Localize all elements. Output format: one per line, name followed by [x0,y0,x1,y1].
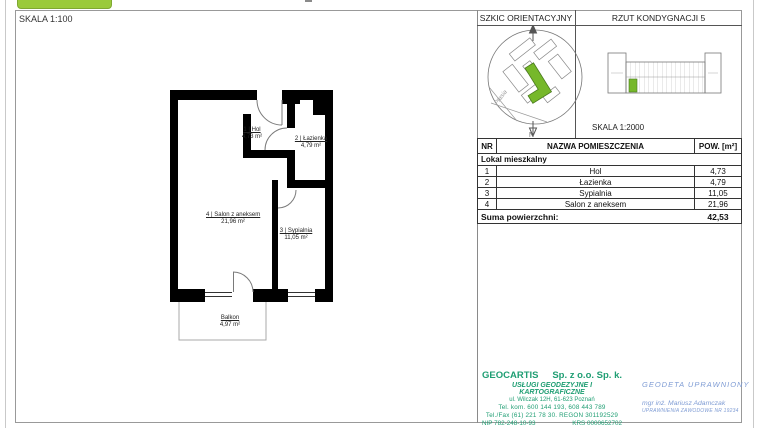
room-label-lazienka: 2 | Łazienka 4,79 m² [294,136,328,150]
entrance-door-arc [257,100,282,125]
highlighted-building [515,63,552,103]
room-label-balkon: Balkon 4,97 m² [219,315,241,329]
company-krs: KRS 0000652702 [572,420,622,427]
sketch-scale-label: SKALA 1:2000 [592,123,645,132]
table-sum-row [478,209,741,223]
company-address: ul. Wilczak 12H, 61-623 Poznań [509,397,595,403]
floor-overview [608,53,721,93]
north-letter: N [529,132,535,138]
company-name: GEOCARTIS [482,370,539,381]
surveyor-stamp [642,380,750,414]
table-row: 2 Łazienka 4,79 [478,176,741,187]
sum-label: Suma powierzchni: [481,211,559,222]
surveyor-title: GEODETA UPRAWNIONY [642,380,750,389]
company-name-line [482,370,622,381]
table-row: 3 Sypialnia 11,05 [478,187,741,198]
company-ids [482,420,622,427]
table-row: 1 Hol 4,73 [478,165,741,176]
sketch-header: SZKIC ORIENTACYJNY [479,13,573,23]
room-label-salon: 4 | Salon z aneksem 21,96 m² [206,212,261,226]
floor-header: RZUT KONDYGNACJI 5 [611,13,706,23]
room-table [477,138,742,224]
company-phone1: Tel. kom. 600 144 193, 608 443 789 [498,404,606,411]
company-nip: NIP 782-248-10-93 [482,420,536,427]
col-name: NAZWA POMIESZCZENIA [497,139,695,153]
cropped-text-artifact [305,0,312,2]
company-phone2: Tel./Fax (61) 221 78 30. REGON 301192529 [485,412,619,419]
green-button[interactable] [17,0,112,9]
bedroom-door-arc [278,190,296,208]
company-suffix: Sp. z o.o. Sp. k. [552,370,622,381]
highlighted-unit [629,79,637,92]
table-section-label: Lokal mieszkalny [478,153,741,165]
surveyor-name: mgr inż. Mariusz Adamczak [642,400,726,407]
table-header-row [478,139,741,153]
company-stamp [482,370,622,427]
col-nr: NR [478,139,497,153]
sum-value: 42,53 [707,211,729,222]
bathroom-door-arc [265,128,287,150]
room-label-hol: 1 | Hol 4,73 m² [241,127,263,141]
main-scale-label: SKALA 1:100 [19,14,73,24]
balcony-door-arc [233,272,253,292]
room-label-sypialnia: 3 | Sypialnia 11,05 m² [279,228,313,242]
screen-edge-line-right [753,0,754,428]
surveyor-license: UPRAWNIENIA ZAWODOWE NR 19234 [642,408,739,414]
plan-walls [170,90,333,302]
company-tagline: USŁUGI GEODEZYJNE I KARTOGRAFICZNE [511,382,593,396]
screen-edge-line-left [5,0,6,428]
street-name-label: Ptasia [493,89,509,107]
orientation-sketch [477,25,742,138]
table-row: 4 Salon z aneksem 21,96 [478,198,741,209]
col-area: POW. [m²] [698,141,738,151]
